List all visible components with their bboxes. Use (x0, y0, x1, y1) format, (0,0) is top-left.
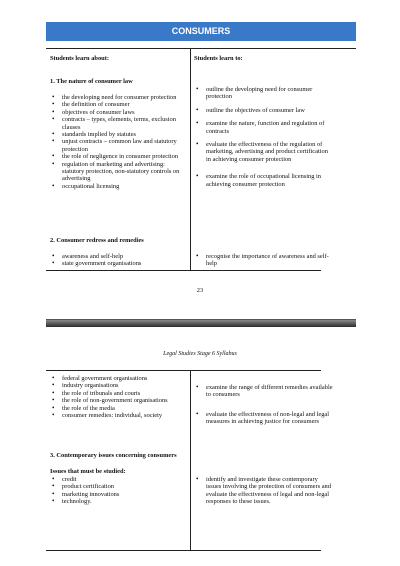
table-top-rule-2 (46, 370, 321, 371)
list-item: • product certification (50, 483, 188, 490)
list-item: • consumer remedies: individual, society (50, 412, 188, 419)
list-item: • the definition of consumer (50, 101, 188, 108)
list-item: • the role of non-government organisations (50, 397, 188, 404)
list-item: • standards implied by statutes (50, 131, 188, 138)
list-item: • awareness and self-help (50, 253, 188, 260)
list-item: • examine the role of occupational licensing in achieving consumer protection (194, 173, 334, 188)
column-divider (190, 48, 191, 270)
list-item: • occupational licensing (50, 183, 188, 190)
section-3-outcomes (194, 476, 334, 506)
list-item: • the role of the media (50, 405, 188, 412)
list-item: • evaluate the effectiveness of non-legal and legal measures in achieving justice for consumers (194, 411, 334, 426)
page-separator (46, 319, 356, 327)
column-divider-2 (190, 370, 191, 550)
section-2-topics (50, 253, 188, 268)
list-item: • objectives of consumer laws (50, 109, 188, 116)
section-1-title: 1. The nature of consumer law (50, 78, 133, 85)
section-3-topics (50, 476, 188, 506)
table-bottom-rule-2 (46, 550, 321, 551)
right-column-header: Students learn to: (194, 55, 243, 62)
list-item: • federal government organisations (50, 375, 188, 382)
table-top-rule (46, 48, 356, 49)
list-item: • credit (50, 476, 188, 483)
section-1-outcomes (194, 86, 334, 194)
list-item: • unjust contracts – common law and statutory protection (50, 138, 188, 153)
list-item: • the role of tribunals and courts (50, 390, 188, 397)
list-item: • outline the objectives of consumer law (194, 107, 334, 114)
list-item: • recognise the importance of awareness and self-help (194, 253, 334, 268)
list-item: • outline the developing need for consumer protection (194, 86, 334, 101)
list-item: • the role of negligence in consumer protection (50, 153, 188, 160)
list-item: • evaluate the effectiveness of the regulation of marketing, advertising and product certification in achieving consumer protection (194, 141, 334, 163)
section-banner: CONSUMERS (46, 22, 356, 41)
section-3-subtitle: Issues that must be studied: (50, 468, 126, 475)
running-header: Legal Studies Stage 6 Syllabus (163, 351, 237, 357)
list-item: • identify and investigate these contemporary issues involving the protection of consumers and evaluate the effectiveness of legal and non-legal responses to these issues. (194, 476, 334, 506)
section-1-topics (50, 94, 188, 190)
list-item: • marketing innovations (50, 491, 188, 498)
list-item: • industry organisations (50, 382, 188, 389)
list-item: • the developing need for consumer protection (50, 94, 188, 101)
list-item: • examine the range of different remedies available to consumers (194, 384, 334, 399)
list-item: • examine the nature, function and regulation of contracts (194, 120, 334, 135)
list-item: • technology. (50, 498, 188, 505)
list-item: • contracts – types, elements, terms, exclusion clauses (50, 116, 188, 131)
section-2-outcomes (194, 253, 334, 268)
left-column-header: Students learn about: (50, 55, 109, 62)
remedies-topics (50, 375, 188, 419)
table-bottom-rule (46, 270, 321, 271)
remedies-outcomes (194, 384, 334, 426)
section-3-title: 3. Contemporary issues concerning consumers (50, 452, 177, 459)
list-item: • state government organisations (50, 260, 188, 267)
page-number: 23 (196, 287, 204, 294)
list-item: • regulation of marketing and advertising: statutory protection, non-statutory controls on advertising (50, 161, 188, 183)
section-2-title: 2. Consumer redress and remedies (50, 237, 144, 244)
